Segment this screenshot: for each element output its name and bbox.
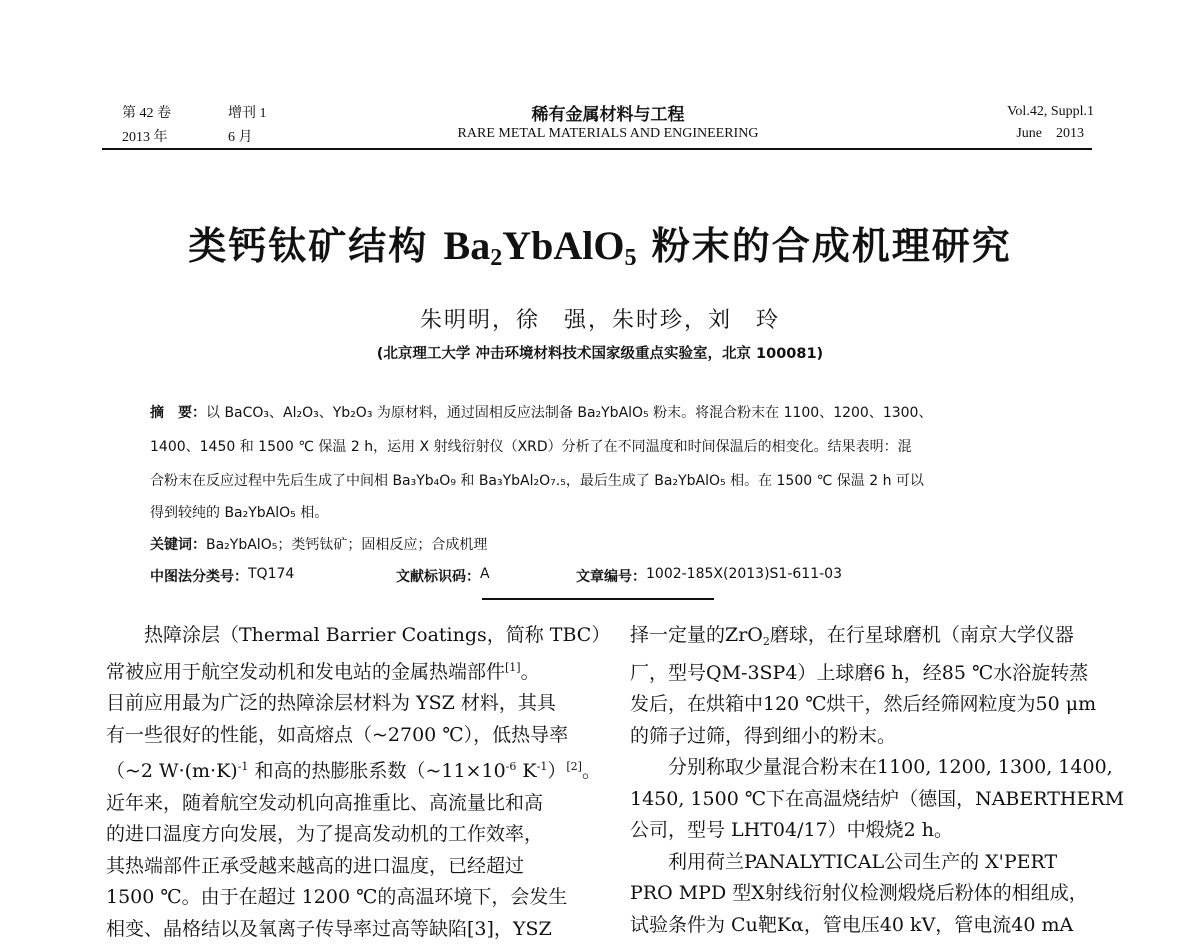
section-divider [482,598,714,600]
body-line: 1450, 1500 ℃下在高温烧结炉（德国，NABERTHERM [630,784,1112,816]
doc-code-field [396,566,480,586]
body-line: PRO MPD 型X射线衍射仪检测煅烧后粉体的相组成， [630,878,1112,910]
supplement-cn: 增刊 1 [228,102,267,122]
title-formula [444,223,637,268]
paper-title [0,215,1200,272]
body-line: 的筛子过筛，得到细小的粉末。 [630,721,1112,753]
formula-part-2: YbAlO [502,223,624,268]
month-cn: 6 月 [228,126,253,146]
article-number-value: 1002-185X(2013)S1-611-03 [646,566,842,582]
body-line: 发后，在烘箱中120 ℃烘干，然后经筛网粒度为50 μm [630,689,1112,721]
volume-cn: 第 42 卷 [122,102,171,122]
body-line: 分别称取少量混合粉末在1100, 1200, 1300, 1400, [630,752,1112,784]
body-column-right [630,620,1112,941]
body-text: 。 [521,661,540,683]
body-text: 磨球，在行星球磨机（南京大学仪器 [770,624,1074,646]
abstract-line-2: 1400、1450 和 1500 ℃ 保温 2 h，运用 X 射线衍射仪（XRD）分析了在不同温度和时间保温后的相变化。结果表明：混 [150,436,1070,456]
affiliation: (北京理工大学 冲击环境材料技术国家级重点实验室，北京 100081) [0,342,1200,363]
abstract-text-1: 以 BaCO₃、Al₂O₃、Yb₂O₃ 为原材料，通过固相反应法制备 Ba₂YbAlO₅ 粉末。将混合粉末在 1100、1200、1300、 [206,405,932,421]
body-line: 厂，型号QM-3SP4）上球磨6 h，经85 ℃水浴旋转蒸 [630,658,1112,690]
date-en: June 2013 [1016,126,1084,142]
year-cn: 2013 年 [122,126,168,146]
title-post: 粉末的合成机理研究 [636,224,1011,268]
superscript: -1 [537,760,548,773]
abstract-label: 摘 要： [150,405,206,421]
body-text: 常被应用于航空发动机和发电站的金属热端部件 [106,661,505,683]
body-line: 有一些很好的性能，如高熔点（~2700 ℃），低热导率 [106,720,588,752]
superscript: -1 [238,760,249,773]
formula-sub-2: 5 [624,245,636,271]
formula-sub-1: 2 [490,245,502,271]
body-line: 的进口温度方向发展，为了提高发动机的工作效率， [106,819,588,851]
body-text: （~2 W·(m·K) [106,760,238,782]
body-text: 。 [582,760,601,782]
body-line [630,620,1112,658]
abstract-line-4: 得到较纯的 Ba₂YbAlO₅ 相。 [150,502,1070,522]
article-number-field [576,566,646,586]
doc-code-label: 文献标识码： [396,569,480,585]
clc-value: TQ174 [248,566,294,582]
citation: [2] [566,760,582,773]
body-line: 1500 ℃。由于在超过 1200 ℃的高温环境下，会发生 [106,882,588,914]
journal-name-cn: 稀有金属材料与工程 [122,100,1094,125]
superscript: -6 [506,760,517,773]
body-text: 和高的热膨胀系数（~11×10 [248,760,505,782]
header-rule [102,148,1092,150]
clc-label: 中图法分类号： [150,569,248,585]
keywords-line [150,534,1070,554]
journal-name-en: RARE METAL MATERIALS AND ENGINEERING [122,126,1094,142]
body-line: 其热端部件正承受越来越高的进口温度，已经超过 [106,851,588,883]
body-text: K [516,760,536,782]
citation: [1] [505,661,521,674]
body-line: 试验条件为 Cu靶Kα，管电压40 kV，管电流40 mA [630,910,1112,942]
body-column-left [106,620,588,945]
subscript: 2 [763,635,770,648]
article-number-label: 文章编号： [576,569,646,585]
body-text: 择一定量的ZrO [630,624,763,646]
body-line [106,751,588,788]
body-text: ） [547,760,566,782]
doc-code-value: A [480,566,490,582]
header-block [122,100,1094,148]
classification-line [150,566,1070,586]
body-line [106,652,588,689]
keywords-label: 关键词： [150,537,206,553]
clc-field [150,566,248,586]
formula-part-1: Ba [444,223,491,268]
body-line: 目前应用最为广泛的热障涂层材料为 YSZ 材料，其具 [106,688,588,720]
abstract-line-1 [150,402,1070,422]
body-line: 热障涂层（Thermal Barrier Coatings，简称 TBC） [106,620,588,652]
keywords-text: Ba₂YbAlO₅；类钙钛矿；固相反应；合成机理 [206,537,487,553]
body-line: 公司，型号 LHT04/17）中煅烧2 h。 [630,815,1112,847]
body-line: 相变、晶格结以及氧离子传导率过高等缺陷[3]，YSZ [106,914,588,945]
author-list: 朱明明，徐 强，朱时珍，刘 玲 [0,303,1200,334]
body-line: 近年来，随着航空发动机向高推重比、高流量比和高 [106,788,588,820]
volume-en: Vol.42, Suppl.1 [1007,104,1094,120]
title-pre: 类钙钛矿结构 [188,224,443,268]
body-line: 利用荷兰PANALYTICAL公司生产的 X'PERT [630,847,1112,879]
abstract-line-3: 合粉末在反应过程中先后生成了中间相 Ba₃Yb₄O₉ 和 Ba₃YbAl₂O₇.₅，最后生成了 Ba₂YbAlO₅ 相。在 1500 ℃ 保温 2 h 可以 [150,470,1070,490]
